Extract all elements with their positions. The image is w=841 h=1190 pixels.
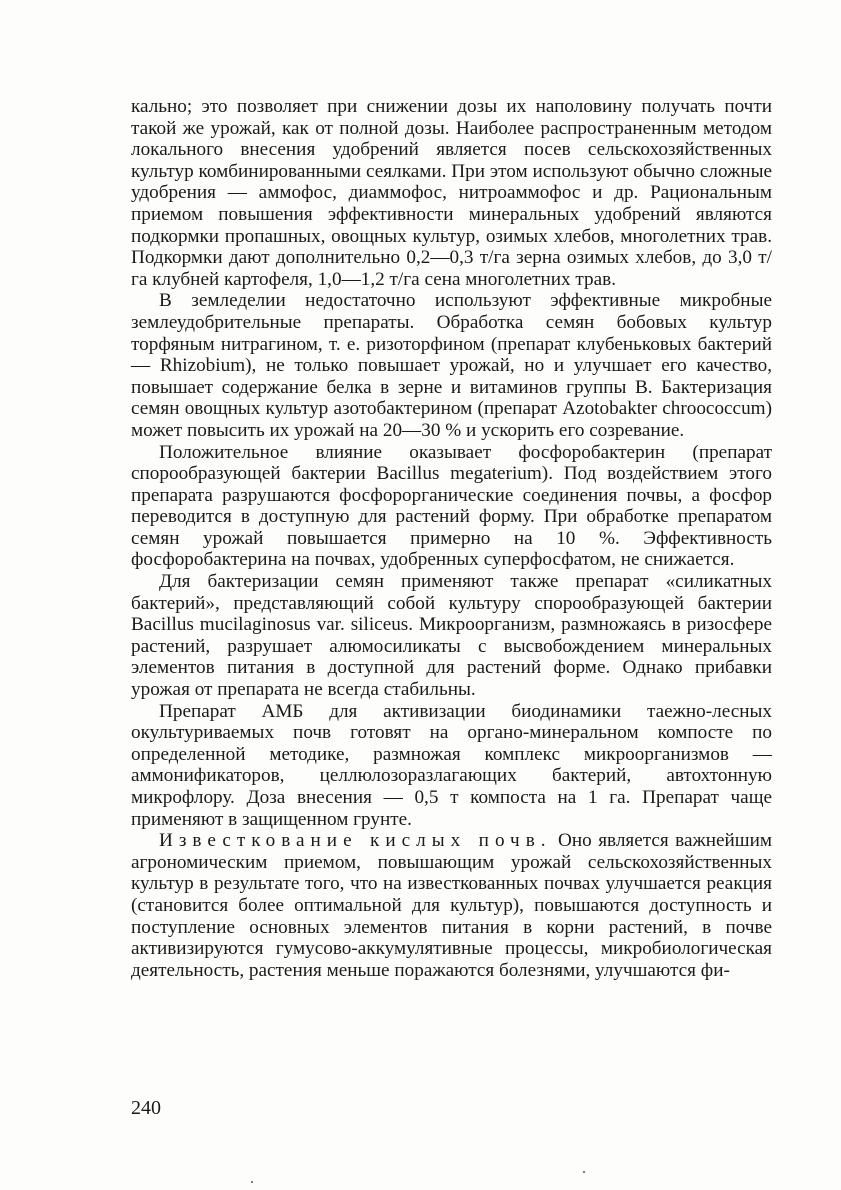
paragraph-2: В земледелии недостаточно используют эффективные микробные землеудобрительные препараты. Обработка семян бобовых культур торфяным нитрагином, т. е. ризоторфином (препарат клубеньковых бактерий — Rhizobium), не только повышает урожай, но и улучшает его качество, повышает содержание белка в зерне и витаминов группы В. Бактеризация семян овощных культур азотобактерином (препарат Azotobakter chroococcum) может повысить их урожай на 20—30 % и ускорить его созревание. bbox=[131, 290, 772, 441]
paragraph-3: Положительное влияние оказывает фосфоробактерин (препарат спорообразующей бактерии Bacillus megaterium). Под воздействием этого препарата разрушаются фосфорорганические соединения почвы, а фосфор переводится в доступную для растений форму. При обработке препаратом семян урожай повышается примерно на 10 %. Эффективность фосфоробактерина на почвах, удобренных суперфосфатом, не снижается. bbox=[131, 441, 772, 571]
scan-speck bbox=[251, 1181, 253, 1183]
spaced-heading: Известкование кислых почв. bbox=[159, 830, 552, 852]
paragraph-4: Для бактеризации семян применяют также препарат «силикатных бактерий», представляющий собой культуру спорообразующей бактерии Bacillus mucilaginosus var. siliceus. Микроорганизм, размножаясь в ризосфере растений, разрушает алюмосиликаты с высвобождением минеральных элементов питания в доступной для растений форме. Однако прибавки урожая от препарата не всегда стабильны. bbox=[131, 571, 772, 701]
paragraph-6-text: Оно является важнейшим агрономическим приемом, повышающим урожай сельскохозяйственных культур в результате того, что на известкованных почвах улучшается реакция (становится более оптимальной для культур), повышаются доступность и поступление основных элементов питания в корни растений, в почве активизируются гумусово-аккумулятивные процессы, микробиологическая деятельность, растения меньше поражаются болезнями, улучшаются фи- bbox=[131, 830, 772, 981]
paragraph-1: кально; это позволяет при снижении дозы их наполовину получать почти такой же урожай, как от полной дозы. Наиболее распространенным методом локального внесения удобрений является посев сельскохозяйственных культур комбинированными сеялками. При этом используют обычно сложные удобрения — аммофос, диаммофос, нитроаммофос и др. Рациональным приемом повышения эффективности минеральных удобрений являются подкормки пропашных, овощных культур, озимых хлебов, многолетних трав. Подкормки дают дополнительно 0,2—0,3 т/га зерна озимых хлебов, до 3,0 т/га клубней картофеля, 1,0—1,2 т/га сена многолетних трав. bbox=[131, 96, 772, 290]
body-text bbox=[131, 96, 772, 981]
paragraph-6 bbox=[131, 830, 772, 981]
paragraph-5: Препарат АМБ для активизации биодинамики таежно-лесных окультуриваемых почв готовят на органо-минеральном компосте по определенной методике, размножая комплекс микроорганизмов — аммонификаторов, целлюлозоразлагающих бактерий, автохтонную микрофлору. Доза внесения — 0,5 т компоста на 1 га. Препарат чаще применяют в защищенном грунте. bbox=[131, 700, 772, 830]
page-number: 240 bbox=[131, 1097, 161, 1119]
scan-speck bbox=[583, 1171, 585, 1173]
